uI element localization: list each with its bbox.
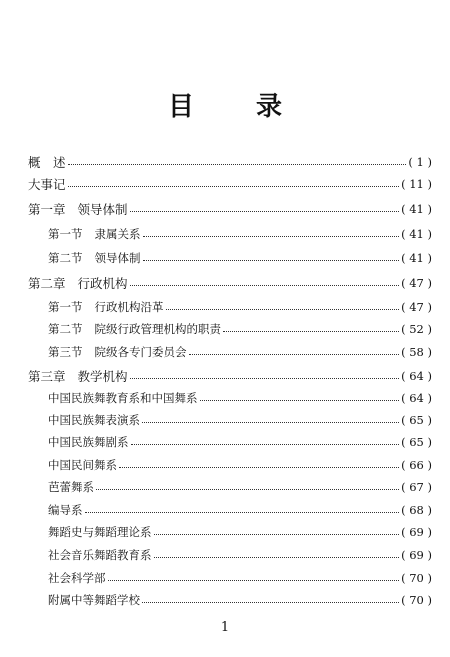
toc-entry-label xyxy=(48,547,152,563)
toc-entry[interactable] xyxy=(28,273,432,293)
toc-entry-number: 第三章 xyxy=(28,369,66,384)
toc-entry-label xyxy=(48,412,140,428)
toc-entry-title: 社会科学部 xyxy=(48,571,106,585)
toc-entry-page: ( 69 ) xyxy=(401,525,432,539)
toc-entry-title: 院级各专门委员会 xyxy=(94,345,187,359)
toc-entry[interactable] xyxy=(28,152,432,172)
toc-entry-title: 中国民族舞表演系 xyxy=(48,413,140,427)
toc-entry-title: 编导系 xyxy=(48,503,83,517)
toc-leader-dots xyxy=(154,556,400,558)
toc-entry-title: 大事记 xyxy=(28,177,66,192)
toc-entry[interactable] xyxy=(48,477,432,497)
toc-entry-label xyxy=(28,153,66,171)
toc-leader-dots xyxy=(68,185,400,187)
toc-leader-dots xyxy=(143,259,400,261)
toc-entry-page: ( 47 ) xyxy=(401,300,432,314)
toc-entry-number: 第三节 xyxy=(48,345,83,359)
toc-entry-label xyxy=(28,274,128,292)
toc-entry[interactable] xyxy=(28,174,432,194)
toc-entry[interactable] xyxy=(48,410,432,430)
toc-entry-page: ( 65 ) xyxy=(401,413,432,427)
toc-entry-label xyxy=(48,524,152,540)
toc-entry-page: ( 64 ) xyxy=(401,391,432,405)
toc-entry-title: 隶属关系 xyxy=(94,227,141,241)
toc-leader-dots xyxy=(130,210,400,212)
toc-entry-page: ( 1 ) xyxy=(408,155,432,169)
toc-leader-dots xyxy=(200,399,400,401)
toc-entry[interactable] xyxy=(48,590,432,610)
toc-leader-dots xyxy=(142,421,399,423)
toc-entry[interactable] xyxy=(48,342,432,362)
toc-entry-label xyxy=(28,175,66,193)
toc-entry[interactable] xyxy=(28,366,432,386)
toc-entry-page: ( 41 ) xyxy=(401,202,432,216)
toc-leader-dots xyxy=(85,511,400,513)
toc-entry-label xyxy=(48,390,198,406)
toc-entry-title: 教学机构 xyxy=(77,369,128,384)
page-title xyxy=(0,86,450,123)
toc-entry-page: ( 69 ) xyxy=(401,548,432,562)
toc-entry-label xyxy=(48,434,129,450)
toc-entry-page: ( 11 ) xyxy=(401,177,432,191)
toc-entry-title: 附属中等舞蹈学校 xyxy=(48,593,140,607)
toc-entry[interactable] xyxy=(28,199,432,219)
toc-entry-title: 中国民间舞系 xyxy=(48,458,117,472)
toc-entry[interactable] xyxy=(48,455,432,475)
toc-entry-page: ( 70 ) xyxy=(401,593,432,607)
toc-leader-dots xyxy=(166,308,400,310)
toc-entry[interactable] xyxy=(48,522,432,542)
toc-entry-title: 领导体制 xyxy=(94,251,141,265)
toc-entry[interactable] xyxy=(48,432,432,452)
toc-entry-number: 第二节 xyxy=(48,251,83,265)
toc-entry[interactable] xyxy=(48,500,432,520)
toc-entry-title: 概 述 xyxy=(28,155,66,170)
toc-entry-label xyxy=(48,570,106,586)
toc-entry-page: ( 68 ) xyxy=(401,503,432,517)
toc-entry-label xyxy=(48,592,140,608)
toc-leader-dots xyxy=(130,284,400,286)
toc-entry-page: ( 70 ) xyxy=(401,571,432,585)
toc-entry-page: ( 67 ) xyxy=(401,480,432,494)
toc-leader-dots xyxy=(143,235,400,237)
toc-entry-label xyxy=(48,299,164,315)
toc-entry-number: 第一章 xyxy=(28,202,66,217)
toc-entry-title: 院级行政管理机构的职责 xyxy=(94,322,221,336)
toc-entry-page: ( 66 ) xyxy=(401,458,432,472)
toc-entry-label xyxy=(48,226,141,242)
toc-entry-title: 中国民族舞剧系 xyxy=(48,435,129,449)
toc-entry-label xyxy=(48,250,141,266)
toc-entry-page: ( 65 ) xyxy=(401,435,432,449)
toc-entry-page: ( 47 ) xyxy=(401,276,432,290)
page-number: 1 xyxy=(220,620,230,635)
toc-leader-dots xyxy=(96,488,399,490)
toc-leader-dots xyxy=(142,601,399,603)
toc-entry-number: 第二节 xyxy=(48,322,83,336)
title-char-2: 录 xyxy=(256,92,283,122)
toc-entry-page: ( 41 ) xyxy=(401,251,432,265)
toc-entry-title: 舞蹈史与舞蹈理论系 xyxy=(48,525,152,539)
toc-entry-label xyxy=(48,502,83,518)
toc-entry[interactable] xyxy=(48,568,432,588)
toc-entry-number: 第一节 xyxy=(48,300,83,314)
toc-leader-dots xyxy=(189,353,400,355)
toc-entry-label xyxy=(48,457,117,473)
toc-entry-label xyxy=(28,200,128,218)
toc-leader-dots xyxy=(223,330,399,332)
toc-entry-title: 中国民族舞教育系和中国舞系 xyxy=(48,391,198,405)
toc-entry-title: 行政机构沿革 xyxy=(94,300,164,314)
toc-entry-page: ( 41 ) xyxy=(401,227,432,241)
toc-entry-title: 社会音乐舞蹈教育系 xyxy=(48,548,152,562)
toc-leader-dots xyxy=(119,466,399,468)
toc-entry-page: ( 52 ) xyxy=(401,322,432,336)
toc-entry-title: 行政机构 xyxy=(77,276,128,291)
toc-entry[interactable] xyxy=(48,248,432,268)
toc-leader-dots xyxy=(68,163,407,165)
toc-entry-title: 领导体制 xyxy=(77,202,128,217)
toc-entry-label xyxy=(48,344,187,360)
toc-leader-dots xyxy=(130,377,400,379)
toc-entry[interactable] xyxy=(48,545,432,565)
toc-leader-dots xyxy=(108,579,400,581)
toc-entry[interactable] xyxy=(48,224,432,244)
toc-entry-page: ( 58 ) xyxy=(401,345,432,359)
toc-entry-label xyxy=(48,321,221,337)
toc-entry[interactable] xyxy=(48,388,432,408)
toc-leader-dots xyxy=(131,443,400,445)
toc-entry-label xyxy=(28,367,128,385)
toc-entry[interactable] xyxy=(48,319,432,339)
title-char-1: 目 xyxy=(167,92,194,122)
toc-entry-number: 第二章 xyxy=(28,276,66,291)
toc-entry-page: ( 64 ) xyxy=(401,369,432,383)
toc-entry-label xyxy=(48,479,94,495)
toc-leader-dots xyxy=(154,533,400,535)
toc-entry-title: 芭蕾舞系 xyxy=(48,480,94,494)
toc-entry[interactable] xyxy=(48,297,432,317)
toc-entry-number: 第一节 xyxy=(48,227,83,241)
